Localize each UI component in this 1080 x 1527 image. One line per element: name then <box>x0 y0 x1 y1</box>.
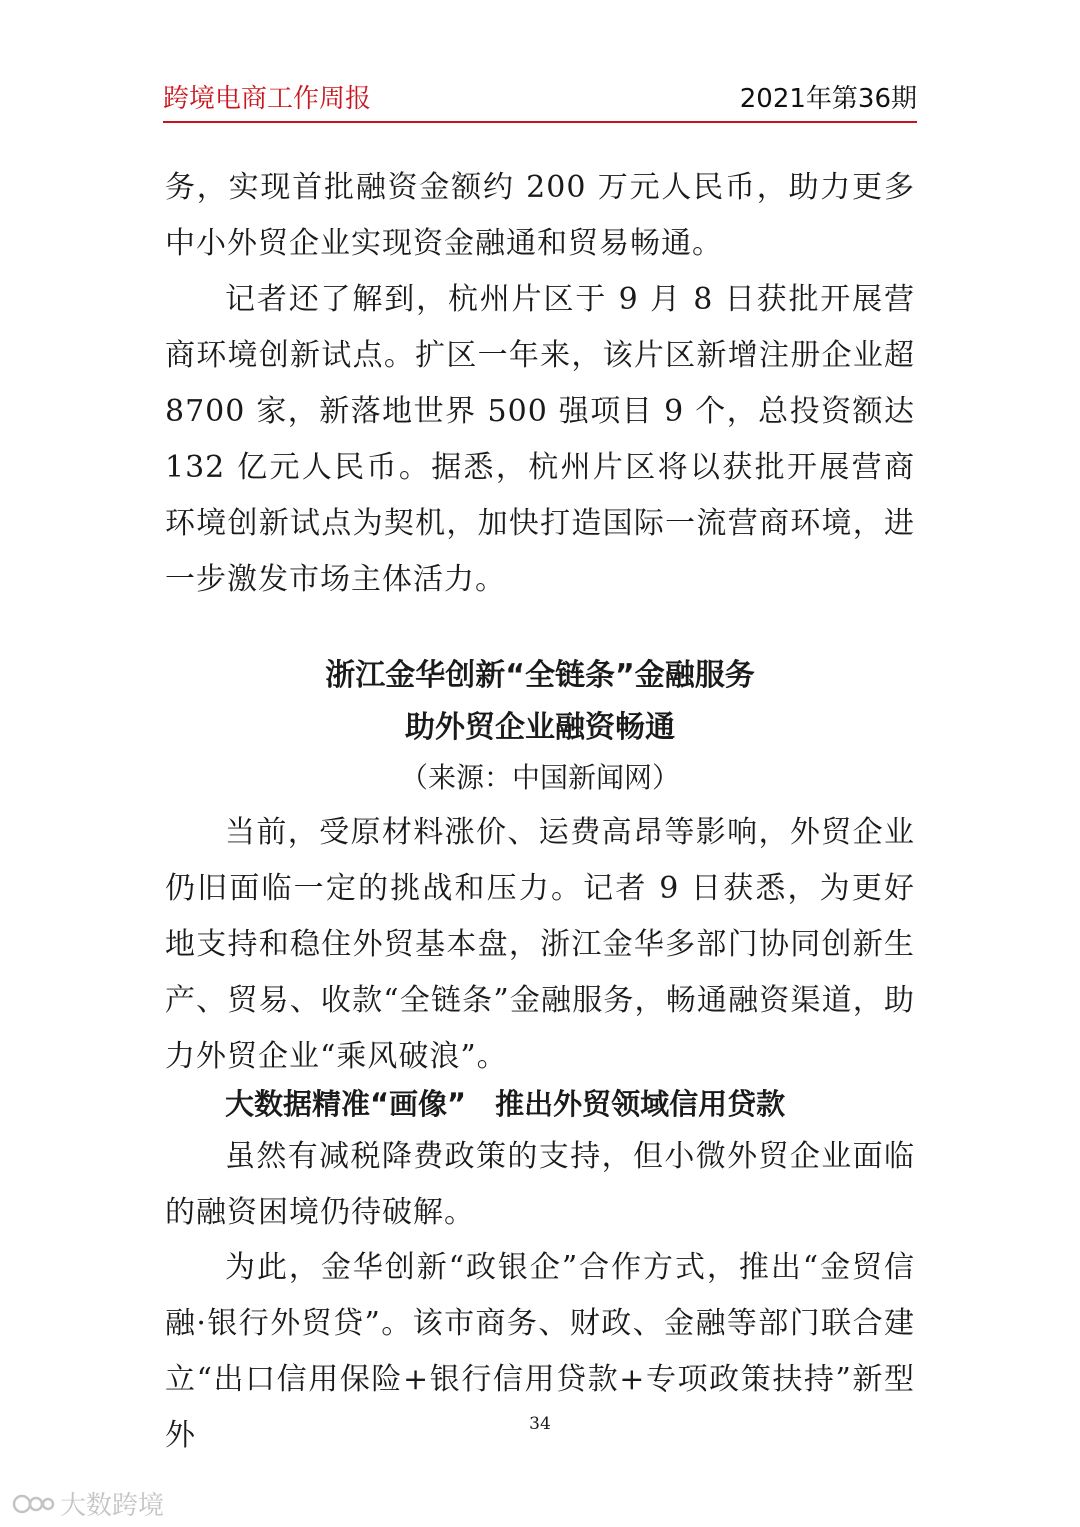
paragraph-hangzhou: 记者还了解到，杭州片区于 9 月 8 日获批开展营商环境创新试点。扩区一年来，该片区新增注册企业超 8700 家，新落地世界 500 强项目 9 个，总投资额达 132 亿元人民币。据悉，杭州片区将以获批开展营商环境创新试点为契机，加快打造国际一流营商环境，进一步激发市场主体活力。 <box>165 282 915 597</box>
publication-title: 跨境电商工作周报 <box>163 84 372 114</box>
article-title-line1: 浙江金华创新“全链条”金融服务 <box>325 658 755 693</box>
paragraph-financing: 虽然有减税降费政策的支持，但小微外贸企业面临的融资困境仍待破解。 <box>165 1139 915 1230</box>
watermark-logo-icon <box>12 1490 56 1516</box>
issue-number: 2021年第36期 <box>739 84 917 114</box>
article-title-line2: 助外贸企业融资畅通 <box>405 710 675 745</box>
article-source: （来源：中国新闻网） <box>399 761 680 794</box>
watermark-text: 大数跨境 <box>60 1490 165 1521</box>
header-divider <box>163 121 917 123</box>
watermark <box>12 1488 165 1521</box>
paragraph-continued: 务，实现首批融资金额约 200 万元人民币，助力更多中小外贸企业实现资金融通和贸易畅通。 <box>165 170 915 261</box>
paragraph-jinmao: 为此，金华创新“政银企”合作方式，推出“金贸信融·银行外贸贷”。该市商务、财政、金融等部门联合建立“出口信用保险+银行信用贷款+专项政策扶持”新型外 <box>165 1250 915 1453</box>
paragraph-intro: 当前，受原材料涨价、运费高昂等影响，外贸企业仍旧面临一定的挑战和压力。记者 9 日获悉，为更好地支持和稳住外贸基本盘，浙江金华多部门协同创新生产、贸易、收款“全链条”金融服务，畅通融资渠道，助力外贸企业“乘风破浪”。 <box>165 815 915 1074</box>
page-number: 34 <box>529 1414 551 1434</box>
section-subheading: 大数据精准“画像” 推出外贸领域信用贷款 <box>225 1087 786 1121</box>
page-header <box>163 74 917 116</box>
